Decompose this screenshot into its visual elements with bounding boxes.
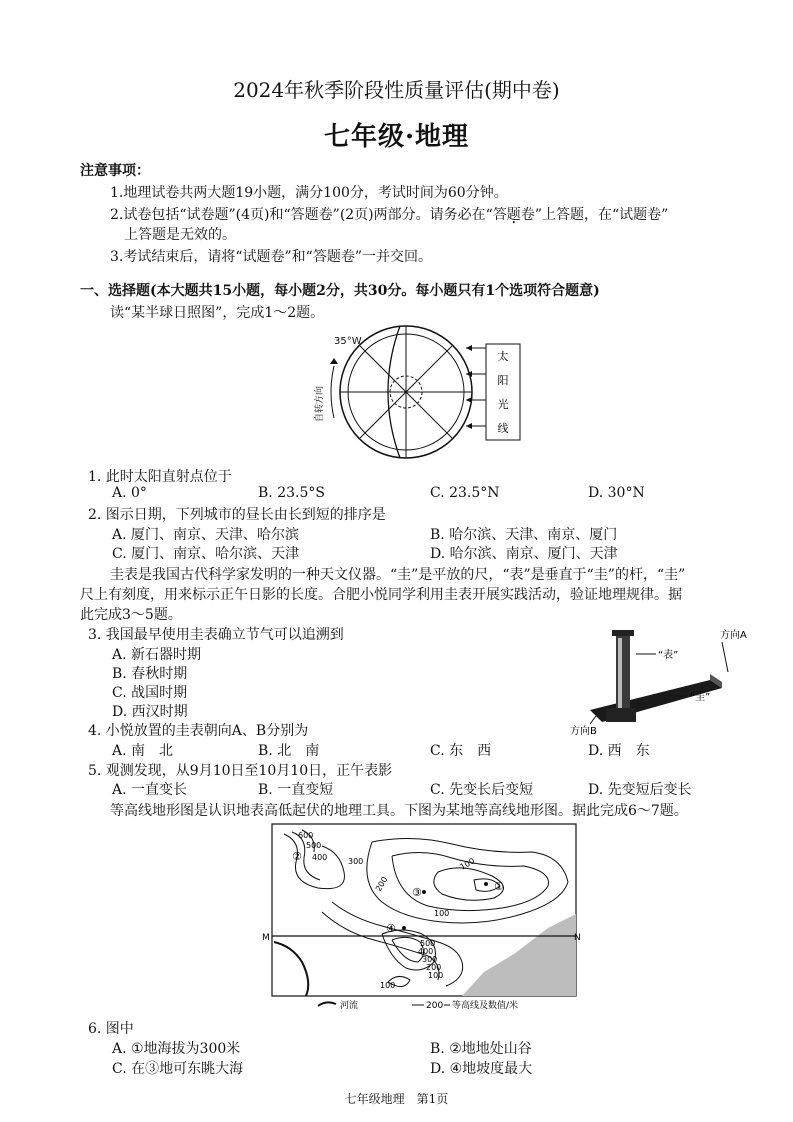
contour-label-500-b: 500 [420,939,436,948]
passage-3-line-1: 等高线地形图是认识地表高低起伏的地理工具。下图为某地等高线地形图。据此完成6～7题。 [110,803,688,819]
exam-title: 2024年秋季阶段性质量评估(期中卷) [233,78,560,102]
contour-label-100-b: 100 [434,909,450,918]
hemisphere-illumination-figure [300,322,530,462]
contour-label-200-b: 200 [426,963,442,972]
page-footer: 七年级地理 第1页 [344,1092,449,1106]
passage-2-line-2: 尺上有刻度，用来标示正午日影的长度。合肥小悦同学利用圭表开展实践活动，验证地理规律。据 [80,587,682,603]
direction-b-label: 方向B [570,726,597,737]
q4-option-c: C. 东 西 [430,743,492,759]
legend-river-label: 河流 [340,1001,359,1011]
sunlight-char-2: 阳 [497,374,509,387]
legend-contour-value: 200 [426,1001,444,1011]
notice-item-2 [110,204,668,224]
q2-option-b: B. 哈尔滨、天津、南京、厦门 [430,527,618,543]
q3-option-d: D. 西汉时期 [112,704,188,720]
q6-option-d: D. ④地坡度最大 [430,1061,533,1077]
marker-3: ③ [412,886,422,899]
q4-option-a: A. 南 北 [112,743,174,759]
q2-option-c: C. 厦门、南京、哈尔滨、天津 [112,546,300,562]
notice-item-2-cont: 上答题是无效的。 [124,227,236,243]
q4-option-d: D. 西 东 [588,743,650,759]
marker-2: ② [292,850,302,863]
contour-label-100-a: 100 [458,856,477,872]
marker-4: ④ [386,922,396,935]
q1-option-b: B. 23.5°S [258,485,325,501]
marker-1: ① [494,880,504,893]
notice-item-1: 1.地理试卷共两大题19小题，满分100分，考试时间为60分钟。 [110,185,508,201]
legend-river-icon [318,1002,336,1006]
q1-option-c: C. 23.5°N [430,485,500,501]
rotation-direction-label: 自转方向 [315,385,325,422]
notice-item-2-emphasis: 答题卷 [492,207,535,223]
notice-heading: 注意事项： [80,163,150,179]
q2-option-a: A. 厦门、南京、天津、哈尔滨 [112,527,300,543]
rotation-arrow-icon [330,358,338,364]
biao-label: “表” [658,650,679,661]
notice-item-3: 3.考试结束后，请将“试题卷”和“答题卷”一并交回。 [110,249,432,265]
contour-label-300: 300 [348,857,364,866]
contour-label-600: 600 [298,831,314,840]
gnomon-figure [560,624,760,742]
q6-option-b: B. ②地地处山谷 [430,1041,532,1057]
legend-contour-desc: 等高线及数值/米 [452,1001,519,1011]
point-m-label: M [262,933,270,943]
sunlight-char-1: 太 [497,350,509,363]
direction-a-label: 方向A [720,630,747,641]
contour-label-100-d: 100 [380,981,396,990]
q5-option-d: D. 先变短后变长 [588,782,692,798]
point-n-label: N [574,933,581,943]
section-1-intro: 读“某半球日照图”，完成1～2题。 [110,305,325,321]
q3-option-a: A. 新石器时期 [112,647,202,663]
contour-label-100-c: 100 [428,971,444,980]
notice-item-2-pre: 2.试卷包括“试卷题”(4页)和“答题卷”(2页)两部分。请务必在“ [110,207,493,223]
gui-label: “圭” [690,692,711,703]
contour-map-figure [262,822,582,1014]
passage-2-line-1: 圭表是我国古代科学家发明的一种天文仪器。“圭”是平放的尺，“表”是垂直于“圭”的杆，“圭” [110,567,686,583]
contour-label-500: 500 [306,841,322,850]
sunlight-char-3: 光 [497,398,509,411]
q5-option-a: A. 一直变长 [112,782,188,798]
section-1-heading: 一、选择题(本大题共15小题，每小题2分，共30分。每小题只有1个选项符合题意) [80,283,600,299]
longitude-label: 35°W [334,336,362,347]
q5-option-b: B. 一直变短 [258,782,334,798]
q1-option-a: A. 0° [112,485,147,501]
passage-2-line-3: 此完成3～5题。 [80,607,182,623]
q5-stem: 5. 观测发现，从9月10日至10月10日，正午表影 [88,763,393,779]
q6-option-a: A. ①地海拔为300米 [112,1041,241,1057]
contour-label-400-b: 400 [418,947,434,956]
q1-option-d: D. 30°N [588,485,645,501]
q3-stem: 3. 我国最早使用圭表确立节气可以追溯到 [88,627,344,643]
q3-option-c: C. 战国时期 [112,685,188,701]
q3-option-b: B. 春秋时期 [112,666,188,682]
notice-item-2-post: ”上答题，在“试题卷” [534,207,669,223]
q2-stem: 2. 图示日期，下列城市的昼长由长到短的排序是 [88,507,386,523]
contour-label-400: 400 [312,853,328,862]
q4-option-b: B. 北 南 [258,743,320,759]
sunlight-char-4: 线 [497,422,509,435]
q4-stem: 4. 小悦放置的圭表朝向A、B分别为 [88,723,309,739]
exam-subtitle: 七年级·地理 [323,122,470,152]
q6-option-c: C. 在③地可东眺大海 [112,1061,244,1077]
contour-label-200: 200 [373,875,390,893]
contour-label-300-b: 300 [422,955,438,964]
q6-stem: 6. 图中 [88,1021,134,1037]
q2-option-d: D. 哈尔滨、南京、厦门、天津 [430,546,618,562]
q1-stem: 1. 此时太阳直射点位于 [88,469,232,485]
q5-option-c: C. 先变长后变短 [430,782,534,798]
